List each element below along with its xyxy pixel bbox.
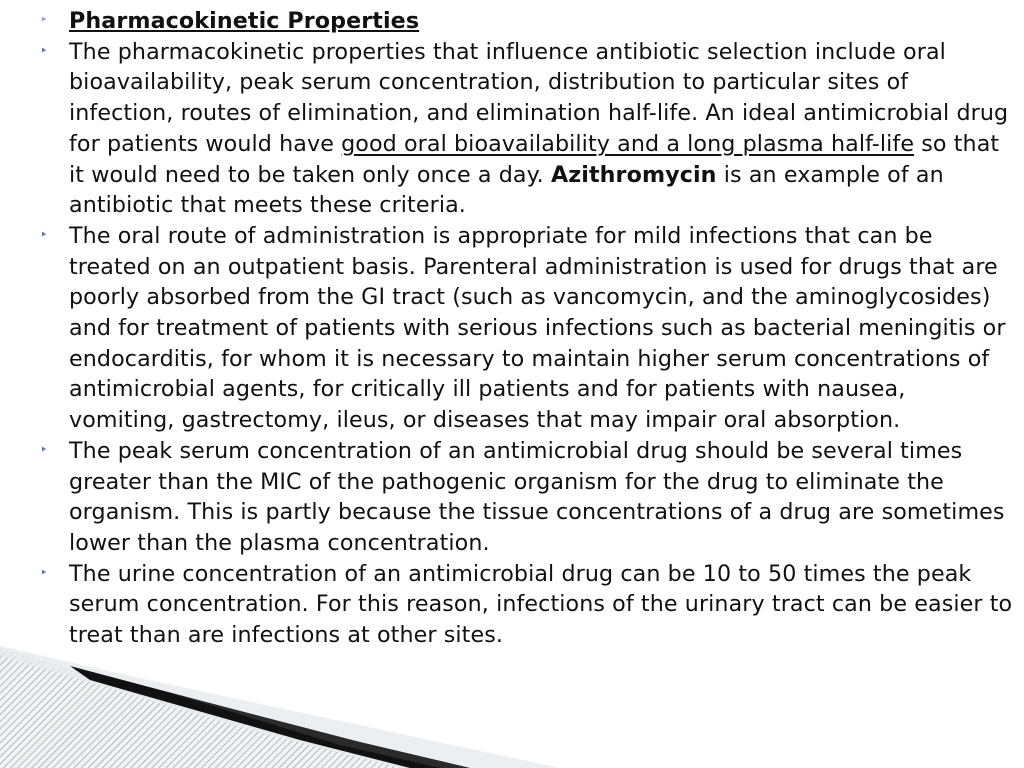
bullet-heading <box>40 6 1015 37</box>
bullet-arrow-icon: ‣ <box>40 43 48 59</box>
slide-title: Pharmacokinetic Properties <box>69 8 420 34</box>
bullet-text: so that it would need to be taken only once a day. <box>69 130 1000 188</box>
bullet-peak-serum-concentration <box>40 436 1015 559</box>
bullet-arrow-icon: ‣ <box>40 13 48 28</box>
bullet-text: The urine concentration of an antimicrobial drug can be 10 to 50 times the peak serum concentration. For this reason, infections of the urinary tract can be easier to treat than are infections at other sites. <box>69 560 1013 649</box>
bullet-urine-concentration <box>40 559 1015 651</box>
bullet-routes-of-administration <box>40 221 1015 436</box>
bullet-arrow-icon: ‣ <box>40 227 48 243</box>
slide-content <box>40 6 1015 651</box>
bullet-pharmacokinetic-properties <box>40 37 1015 221</box>
bullet-text: The peak serum concentration of an antimicrobial drug should be several times greater than the MIC of the pathogenic organism for the drug to eliminate the organism. This is partly because the tissue concentrations of a drug are sometimes lower than the plasma concentration. <box>69 437 1005 556</box>
bullet-text: is an example of an antibiotic that meets these criteria. <box>69 161 944 219</box>
bullet-text: The pharmacokinetic properties that influence antibiotic selection include oral bioavailability, peak serum concentration, distribution to particular sites of infection, routes of elimination, and elimination half-life. An ideal antimicrobial drug for patients would have <box>69 38 1009 157</box>
bullet-arrow-icon: ‣ <box>40 442 48 458</box>
bullet-text: The oral route of administration is appropriate for mild infections that can be treated on an outpatient basis. Parenteral administration is used for drugs that are poorly absorbed from the GI tract (such as vancomycin, and the aminoglycosides) and for treatment of patients with serious infections such as bacterial meningitis or endocarditis, for whom it is necessary to maintain higher serum concentrations of antimicrobial agents, for critically ill patients and for patients with nausea, vomiting, gastrectomy, ileus, or diseases that may impair oral absorption. <box>69 222 1006 434</box>
bullet-arrow-icon: ‣ <box>40 565 48 581</box>
underlined-phrase: good oral bioavailability and a long plasma half-life <box>341 130 915 157</box>
bullet-list <box>40 6 1015 651</box>
bold-drug-name: Azithromycin <box>550 161 717 188</box>
